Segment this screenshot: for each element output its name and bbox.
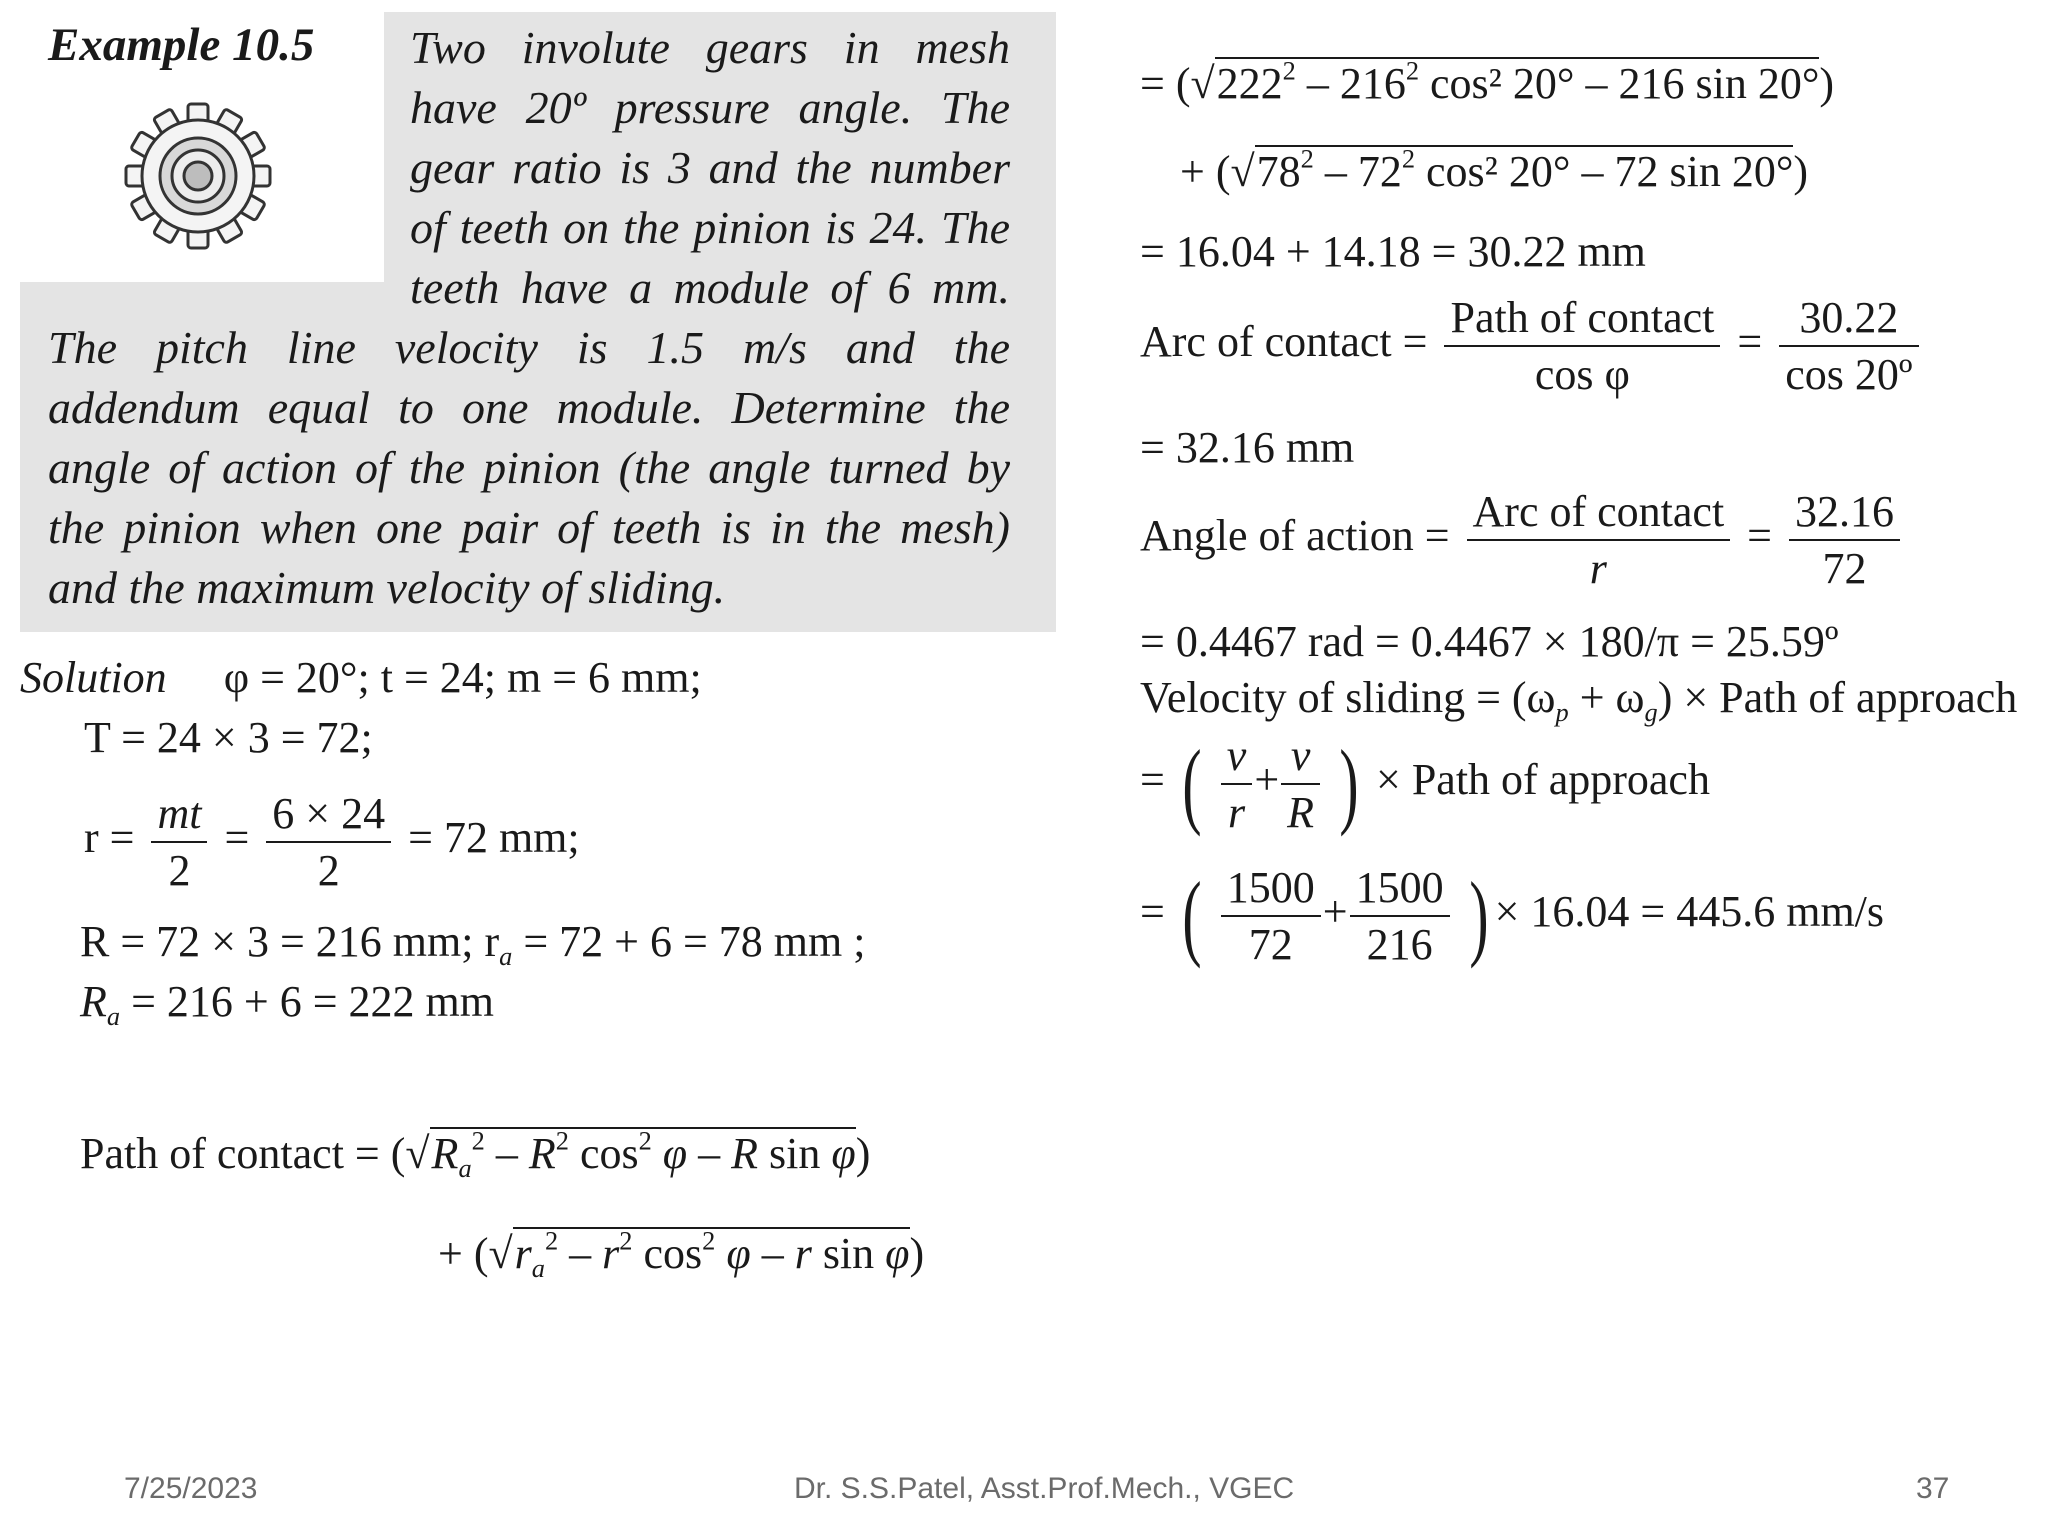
fraction-den: 2 xyxy=(168,846,191,895)
fraction xyxy=(266,788,391,896)
vel-mid: + ω xyxy=(1568,673,1645,722)
path-of-contact-result: = 16.04 + 14.18 = 30.22 mm xyxy=(1140,227,1646,276)
gear-radius-line xyxy=(80,916,866,972)
fraction: $\frac{v}{r}$ xyxy=(1221,730,1253,838)
subscript: g xyxy=(1644,697,1658,728)
footer-date: 7/25/2023 xyxy=(124,1472,258,1505)
problem-line: angle of action of the pinion (the angle turned by xyxy=(48,442,1010,493)
problem-line: and the maximum velocity of sliding. xyxy=(48,562,726,613)
gear-radius-text: R = 72 × 3 = 216 mm; r xyxy=(80,917,500,966)
fraction-den: 72 xyxy=(1248,920,1293,969)
calc2-tail: cos² 20° – 72 sin 20° xyxy=(1415,147,1794,196)
fraction-den: 72 xyxy=(1822,544,1867,593)
fraction xyxy=(1221,862,1321,970)
example-title: Example 10.5 xyxy=(48,19,315,71)
fraction-num: 1500 xyxy=(1350,862,1450,917)
subscript: p xyxy=(1555,697,1569,728)
fraction-num: Arc of contact xyxy=(1467,486,1731,541)
path-of-contact-formula-line2: + ($√r_a^2 - r^2$ $\cos^2 \varphi$ – r sin φ) xyxy=(438,1225,925,1284)
calc-line-1: = ($√222^2 - 216^2$ cos² 20° – 216 sin 20°) xyxy=(1140,55,1835,108)
fraction xyxy=(151,788,207,896)
problem-line: of teeth on the pinion is 24. The xyxy=(410,202,1010,253)
subscript: a xyxy=(106,1001,121,1032)
velocity-expression: = ( $\frac{v}{r}$ + $\frac{v}{R}$ ) × Path of approach xyxy=(1140,730,1710,837)
problem-text-bottom xyxy=(48,318,1010,618)
fraction xyxy=(1350,862,1450,970)
problem-line: the pinion when one pair of teeth is in the mesh) xyxy=(48,502,1010,553)
page-number: 37 xyxy=(1916,1472,1950,1505)
arc-label: Arc of contact = xyxy=(1140,317,1428,367)
fraction-num: Path of contact xyxy=(1444,292,1720,347)
gear-addendum-radius-line xyxy=(80,976,494,1032)
problem-line: gear ratio is 3 and the number xyxy=(410,142,1010,193)
problem-line: have 20º pressure angle. The xyxy=(410,82,1010,133)
fraction-den: cos 20º xyxy=(1785,350,1913,399)
given-values: φ = 20°; t = 24; m = 6 mm; xyxy=(223,653,702,702)
problem-line: The pitch line velocity is 1.5 m/s and the xyxy=(48,322,1010,373)
r-lhs: r = xyxy=(84,813,135,863)
fraction xyxy=(1779,292,1918,400)
Ra-result: = 216 + 6 = 222 mm xyxy=(120,977,494,1026)
arc-of-contact-result: = 32.16 mm xyxy=(1140,423,1355,472)
vel-label: Velocity of sliding = (ω xyxy=(1140,673,1556,722)
calc1-tail: cos² 20° – 216 sin 20° xyxy=(1419,59,1820,108)
r-result: = 72 mm; xyxy=(408,813,580,863)
sliding-velocity-result: = ( $\frac{1500}{72}$ + $\frac{1500}{216}$ ) × 16.04 = 445.6 mm/s xyxy=(1140,862,1885,969)
addendum-radius-text: = 72 + 6 = 78 mm ; xyxy=(512,917,866,966)
fraction xyxy=(1444,292,1720,400)
problem-text-top xyxy=(410,18,1010,318)
fraction xyxy=(1789,486,1900,594)
final-tail: × 16.04 = 445.6 mm/s xyxy=(1494,887,1885,937)
path-of-contact-formula: Path of contact = ($√R_a^2 - R^2$ $\cos^2 \varphi$ – R sin φ) xyxy=(80,1125,871,1184)
fraction-den: 2 xyxy=(317,846,340,895)
fraction-den: 216 xyxy=(1366,920,1433,969)
angle-of-action-result: = 0.4467 rad = 0.4467 × 180/π = 25.59º xyxy=(1140,617,1839,666)
problem-line: addendum equal to one module. Determine the xyxy=(48,382,1010,433)
footer-author: Dr. S.S.Patel, Asst.Prof.Mech., VGEC xyxy=(794,1472,1295,1505)
fraction-den: r xyxy=(1589,544,1607,593)
fraction-num: 32.16 xyxy=(1789,486,1900,541)
vel-tail: ) × Path of approach xyxy=(1657,673,2018,722)
solution-label: Solution xyxy=(20,653,167,702)
arc-of-contact-equation: Arc of contact = $\frac{\text{Path of contact}}{\text{cos φ}}$ = $\frac{30.22}{\text{cos 20º}}$ xyxy=(1140,292,1925,400)
fraction-num: mt xyxy=(151,788,207,843)
calc-line-2: + ($√78^2 - 72^2$ cos² 20° – 72 sin 20°) xyxy=(1180,143,1809,196)
fraction xyxy=(1467,486,1731,594)
action-label: Angle of action = xyxy=(1140,511,1450,561)
teeth-gear-line: T = 24 × 3 = 72; xyxy=(84,713,373,762)
problem-line: Two involute gears in mesh xyxy=(410,22,1010,73)
pitch-radius-equation: r = $\frac{mt}{2}$ = $\frac{6 \times 24}{2}$ = 72 mm; xyxy=(84,789,580,895)
gear-icon xyxy=(118,96,278,256)
subscript: a xyxy=(499,941,513,972)
Ra-symbol: R xyxy=(80,977,107,1026)
velocity-of-sliding-line xyxy=(1140,672,2018,728)
fraction-num: 1500 xyxy=(1221,862,1321,917)
fraction-num: 30.22 xyxy=(1779,292,1918,347)
fraction-den: cos φ xyxy=(1534,350,1630,399)
vs-tail: × Path of approach xyxy=(1376,755,1710,805)
fraction-num: 6 × 24 xyxy=(266,788,391,843)
problem-line: teeth have a module of 6 mm. xyxy=(410,262,1010,313)
fraction: $\frac{v}{R}$ xyxy=(1281,730,1320,838)
path-label: Path of contact = xyxy=(80,1129,380,1178)
solution-given xyxy=(20,652,702,703)
angle-of-action-equation: Angle of action = $\frac{\text{Arc of contact}}{r}$ = $\frac{32.16}{72}$ xyxy=(1140,486,1906,594)
